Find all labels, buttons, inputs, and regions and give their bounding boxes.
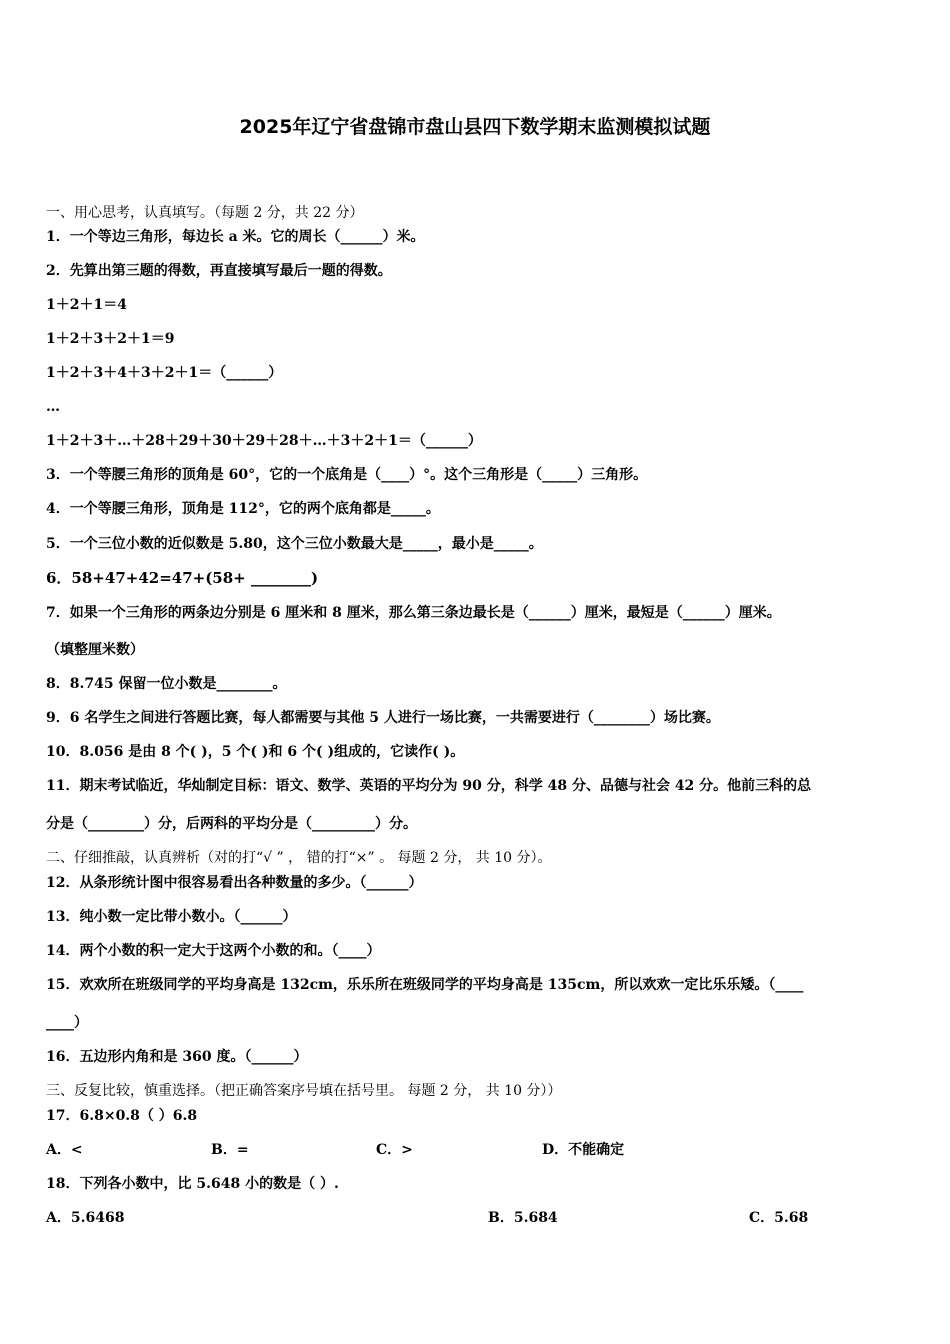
section-2-heading: 二、仔细推敲，认真辨析（对的打“√ ” ， 错的打“×” 。 每题 2 分， 共 10 分）。: [46, 850, 552, 866]
question-4: 4．一个等腰三角形，顶角是 112°，它的两个底角都是_____。: [46, 501, 440, 517]
question-8: 8．8.745 保留一位小数是________。: [46, 676, 287, 692]
question-12: 12．从条形统计图中很容易看出各种数量的多少。（______）: [46, 875, 423, 891]
question-5: 5．一个三位小数的近似数是 5.80，这个三位小数最大是_____，最小是_____。: [46, 536, 543, 552]
q2-line-2: 1＋2＋3＋2＋1＝9: [46, 331, 175, 347]
question-3: 3．一个等腰三角形的顶角是 60°，它的一个底角是（____）°。这个三角形是（_____）三角形。: [46, 467, 648, 483]
question-1: 1．一个等边三角形，每边长 a 米。它的周长（______）米。: [46, 229, 425, 245]
question-2: 2．先算出第三题的得数，再直接填写最后一题的得数。: [46, 263, 392, 279]
q17-option-c[interactable]: C．>: [376, 1142, 413, 1158]
question-9: 9．6 名学生之间进行答题比赛，每人都需要与其他 5 人进行一场比赛，一共需要进行（________）场比赛。: [46, 710, 720, 726]
q2-line-3: 1＋2＋3＋4＋3＋2＋1＝（______）: [46, 365, 283, 381]
question-13: 13．纯小数一定比带小数小。（______）: [46, 909, 297, 925]
q17-option-b[interactable]: B．=: [211, 1142, 249, 1158]
q18-option-a[interactable]: A．5.6468: [46, 1210, 125, 1226]
q17-option-a[interactable]: A．<: [46, 1142, 83, 1158]
question-17: 17．6.8×0.8（ ）6.8: [46, 1108, 198, 1124]
question-18: 18．下列各小数中，比 5.648 小的数是（ ）.: [46, 1176, 339, 1192]
q2-line-1: 1＋2＋1＝4: [46, 297, 127, 313]
q17-option-d[interactable]: D．不能确定: [542, 1142, 625, 1158]
q2-ellipsis: …: [46, 399, 60, 415]
question-11-cont: 分是（________）分，后两科的平均分是（_________）分。: [46, 816, 417, 832]
question-6: 6．58+47+42=47+(58+ ________): [46, 569, 319, 587]
question-11: 11．期末考试临近，华灿制定目标：语文、数学、英语的平均分为 90 分，科学 48 分、品德与社会 42 分。他前三科的总: [46, 778, 812, 794]
section-3-heading: 三、反复比较，慎重选择。（把正确答案序号填在括号里。 每题 2 分， 共 10 分））: [46, 1083, 562, 1099]
question-7: 7．如果一个三角形的两条边分别是 6 厘米和 8 厘米，那么第三条边最长是（______）厘米，最短是（______）厘米。: [46, 605, 781, 621]
question-14: 14．两个小数的积一定大于这两个小数的和。（____）: [46, 943, 381, 959]
question-16: 16．五边形内角和是 360 度。（______）: [46, 1049, 308, 1065]
question-15-cont: ____）: [46, 1015, 88, 1031]
q2-line-final: 1＋2＋3＋…＋28＋29＋30＋29＋28＋…＋3＋2＋1＝（______）: [46, 433, 482, 449]
question-15: 15．欢欢所在班级同学的平均身高是 132cm，乐乐所在班级同学的平均身高是 135cm，所以欢欢一定比乐乐矮。（____: [46, 977, 804, 993]
q18-option-c[interactable]: C．5.68: [749, 1210, 809, 1226]
question-10: 10．8.056 是由 8 个( )，5 个( )和 6 个( )组成的，它读作( )。: [46, 744, 465, 760]
question-7-note: （填整厘米数）: [46, 642, 144, 658]
q18-option-b[interactable]: B．5.684: [488, 1210, 558, 1226]
page-title: 2025年辽宁省盘锦市盘山县四下数学期末监测模拟试题: [239, 116, 711, 138]
section-1-heading: 一、用心思考，认真填写。（每题 2 分，共 22 分）: [46, 205, 364, 221]
